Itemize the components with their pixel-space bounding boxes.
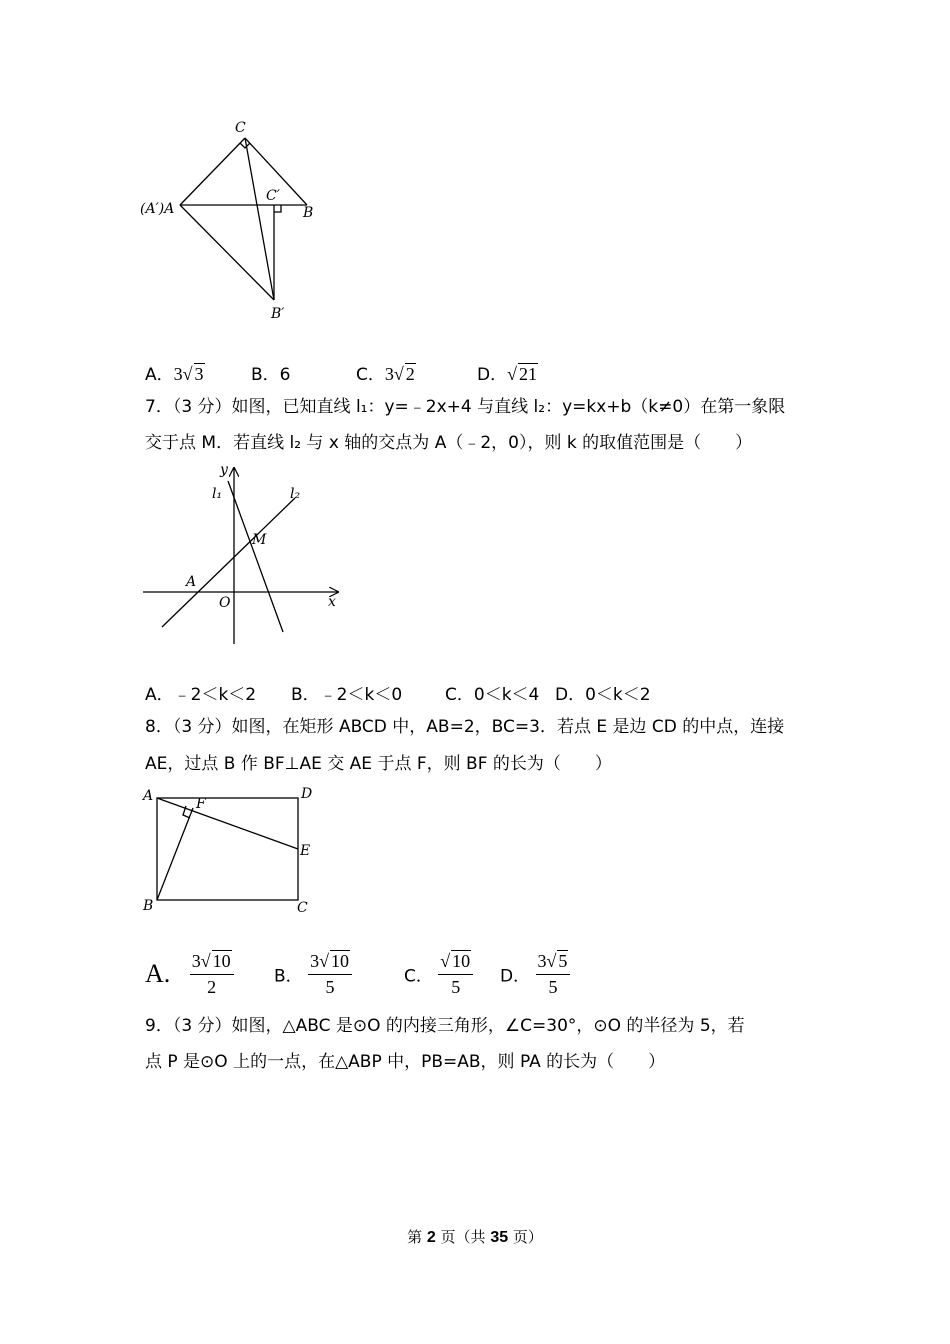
q6-option-d[interactable]: D．√ 21 [477, 364, 537, 385]
q7-option-c[interactable]: C．0＜k＜4 [445, 685, 540, 705]
q8-figure [140, 782, 320, 917]
q9-text-line1: 9．（3 分）如图，△ABC 是⊙O 的内接三角形，∠C=30°，⊙O 的半径为 5，若 [145, 1016, 745, 1036]
q7-option-a[interactable]: A．﹣2＜k＜2 [145, 685, 257, 705]
q7-figure [140, 458, 350, 648]
q9-text-line2: 点 P 是⊙O 上的一点，在△ABP 中，PB=AB，则 PA 的长为（ ） [145, 1052, 666, 1072]
fraction: $\frac{3√ 10}{5}$ [308, 950, 352, 998]
label-O: O [219, 595, 231, 611]
q6-option-a[interactable]: A．3√ 3 [145, 364, 204, 385]
label-D: D [301, 786, 313, 802]
q6-option-c[interactable]: C．3√ 2 [356, 364, 415, 385]
label-A: (A′)A [140, 201, 175, 217]
q8-option-a[interactable]: A. $\frac{3√ 10}{2}$ [145, 950, 234, 998]
label-l2: l₂ [290, 486, 301, 502]
seg-AE [157, 798, 298, 849]
fraction: $\frac{3√ 5}{5}$ [536, 950, 571, 998]
seg-BF [157, 808, 193, 900]
rect-ABCD [157, 798, 298, 900]
label-Bprime: B′ [271, 306, 285, 322]
q6-figure [140, 118, 340, 328]
label-x: x [328, 594, 336, 610]
label-B: B [143, 898, 154, 914]
label-F: F [196, 796, 206, 812]
q7-option-b[interactable]: B．﹣2＜k＜0 [291, 685, 403, 705]
q8-text-line2: AE，过点 B 作 BF⊥AE 交 AE 于点 F，则 BF 的长为（ ） [145, 754, 612, 774]
page-footer: 第 2 页（共 35 页） [407, 1228, 543, 1246]
label-B: B [303, 205, 314, 221]
label-C: C [297, 900, 308, 916]
label-Cprime: C′ [266, 188, 280, 204]
right-angle-Cprime [274, 205, 281, 212]
q7-text-line2: 交于点 M．若直线 l₂ 与 x 轴的交点为 A（﹣2，0），则 k 的取值范围是（ ） [145, 433, 753, 453]
q8-option-c[interactable]: C． $\frac{√ 10}{5}$ [404, 950, 473, 998]
fraction: $\frac{√ 10}{5}$ [438, 950, 473, 998]
label-E: E [300, 843, 311, 859]
label-C: C [235, 120, 246, 136]
fraction: $\frac{3√ 10}{2}$ [190, 950, 234, 998]
right-angle-C [240, 143, 250, 148]
label-y: y [220, 462, 228, 478]
q6-option-b[interactable]: B．6 [251, 365, 291, 385]
label-M: M [252, 532, 267, 548]
seg-CA [180, 138, 245, 205]
label-l1: l₁ [212, 486, 223, 502]
q8-text-line1: 8．（3 分）如图，在矩形 ABCD 中，AB=2，BC=3．若点 E 是边 CD 的中点，连接 [145, 717, 785, 737]
q7-text-line1: 7．（3 分）如图，已知直线 l₁：y=﹣2x+4 与直线 l₂：y=kx+b（k≠0）在第一象限 [145, 397, 786, 417]
label-A: A [143, 788, 154, 804]
q8-option-b[interactable]: B． $\frac{3√ 10}{5}$ [274, 950, 352, 998]
line-l1 [228, 481, 283, 632]
q7-option-d[interactable]: D．0＜k＜2 [555, 685, 651, 705]
q8-option-d[interactable]: D． $\frac{3√ 5}{5}$ [500, 950, 570, 998]
label-A: A [186, 574, 197, 590]
